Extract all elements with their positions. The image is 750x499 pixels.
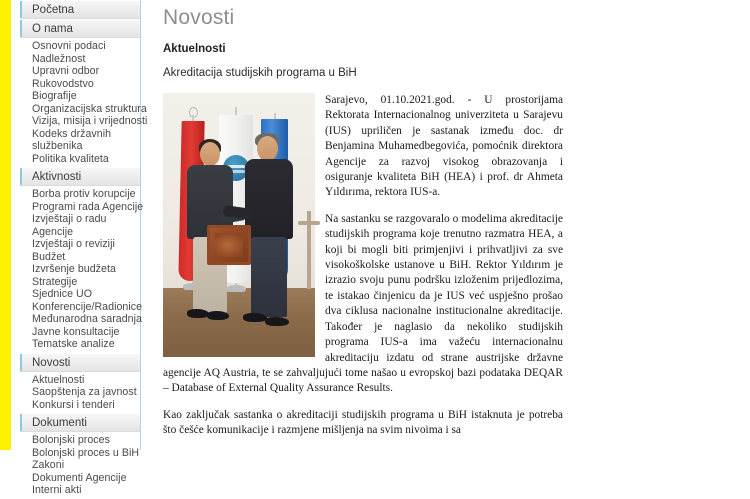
left-accent-strip (0, 0, 11, 450)
sidebar-item[interactable]: Budžet (32, 250, 66, 263)
sidebar-item[interactable]: Sjednice UO (32, 288, 93, 300)
sidebar-item[interactable]: Rukovodstvo (32, 77, 94, 90)
person-right-shoe-b (265, 317, 289, 326)
person-left-shoe-b (207, 311, 229, 320)
sidebar-item[interactable]: službenika (32, 140, 83, 152)
person-right-shoe-a (243, 313, 267, 322)
person-left-head (200, 142, 220, 166)
article-title: Akreditacija studijskih programa u BiH (163, 67, 357, 79)
sidebar-section-list (20, 186, 144, 353)
article-paragraph: Kao zaključak sastanka o akreditaciji studijskih programa u BiH istaknuta je potreba što češće komunikacije i razmjene mišljenja na svim nivoima i sa (163, 408, 563, 437)
sidebar-item[interactable]: Saopštenja za javnost (32, 386, 137, 398)
sidebar-item[interactable]: Osnovni podaci (32, 40, 106, 52)
coat-stand (307, 211, 311, 289)
sidebar-item[interactable]: Programi rada Agencije (32, 200, 144, 213)
sidebar-item[interactable]: Dokumenti Agencije (32, 471, 127, 484)
sidebar-item[interactable]: Zakoni (32, 459, 65, 471)
photo-floor (163, 288, 315, 357)
sidebar-item[interactable]: Agencije (32, 225, 74, 238)
sidebar-section-list (20, 38, 148, 167)
sidebar-item[interactable]: Izvještaji o radu (32, 213, 107, 225)
sidebar-section-list (20, 372, 140, 414)
sidebar-section-header[interactable]: Novosti (20, 353, 140, 372)
sidebar-navigation (20, 0, 148, 496)
person-right-legs (251, 237, 287, 317)
sidebar-item[interactable]: Politika kvaliteta (32, 152, 109, 165)
sidebar-item[interactable]: Izvještaji o reviziji (32, 238, 115, 250)
person-left-shoe-a (187, 309, 209, 318)
sidebar-section-header[interactable]: Aktivnosti (20, 167, 140, 186)
sidebar-item[interactable]: Organizacijska struktura (32, 102, 147, 115)
sidebar-item[interactable]: Strategije (32, 275, 78, 288)
sidebar-item[interactable]: Biografije (32, 90, 77, 102)
sidebar-item[interactable]: Borba protiv korupcije (32, 188, 136, 200)
sidebar-section-list (20, 432, 140, 499)
section-title: Aktuelnosti (163, 43, 226, 55)
article-photo (163, 93, 315, 357)
sidebar-item[interactable]: Konkursi i tenderi (32, 398, 115, 411)
sidebar-item[interactable]: Upravni odbor (32, 65, 100, 77)
sidebar-item[interactable]: Vizija, misija i vrijednosti (32, 115, 148, 127)
page-title: Novosti (163, 6, 235, 29)
sidebar-section-header[interactable]: O nama (20, 19, 140, 38)
sidebar-item[interactable]: Aktuelnosti (32, 373, 85, 386)
sidebar-item[interactable]: Nadležnost (32, 52, 86, 65)
article-paragraph: Sarajevo, 01.10.2021.god. - U prostorijama Rektorata Internacionalnog univerziteta u Sarajevu (IUS) upriličen je sastanak između doc. dr Benjamina Muhamedbegovića, pomoćnik direktora Agencije za razvoj visokog obrazovanja i osiguranje kvaliteta BiH (HEA) i prof. dr Ahmeta Yıldırıma, rektora IUS-a. (325, 94, 563, 199)
sidebar-item[interactable]: Interni akti (32, 484, 82, 496)
award-plaque (207, 225, 251, 265)
sidebar-section-header[interactable]: Početna (20, 0, 140, 19)
sidebar-item[interactable]: Javne konsultacije (32, 325, 120, 338)
article-body (163, 93, 563, 439)
sidebar-section-header[interactable]: Dokumenti (20, 413, 140, 432)
article-paragraph: Na sastanku se razgovaralo o modelima akreditacije studijskih programa koje trenutno razmatra HEA, a koji bi mogli biti primjenjivi i prihvatljivi za sve visokoškolske ustanove u BiH. Rektor Yıldırım je izrazio svoju punu podršku izloženim prijedlozima, te istakao činjenicu da je IUS već uspješno prošao dva ciklusa nacionalne institucionalne akreditacije. Također je naglasio da nekoliko studijskih programa IUS-a ima važeću internacionalnu akreditaciju izdatu od strane austrijske državne agencije AQ Austria, te se zahvaljujući tome našao u evropskoj bazi podataka DEQAR – Database of External Quality Assurance Results. (163, 212, 563, 395)
sidebar-item[interactable]: Bolonjski proces (32, 434, 110, 446)
person-right-head (257, 136, 278, 161)
sidebar-item[interactable]: Konferencije/Radionice (32, 300, 143, 313)
main-content (163, 0, 563, 450)
sidebar-item[interactable]: Bolonjski proces u BiH (32, 446, 140, 459)
sidebar-item[interactable]: Tematske analize (32, 338, 115, 350)
sidebar-item[interactable]: Kodeks državnih (32, 127, 112, 140)
sidebar-item[interactable]: Izvršenje budžeta (32, 263, 116, 275)
sidebar-item[interactable]: Međunarodna saradnja (32, 313, 142, 325)
person-right-torso (245, 159, 293, 239)
flagpole-base-center (226, 285, 246, 292)
